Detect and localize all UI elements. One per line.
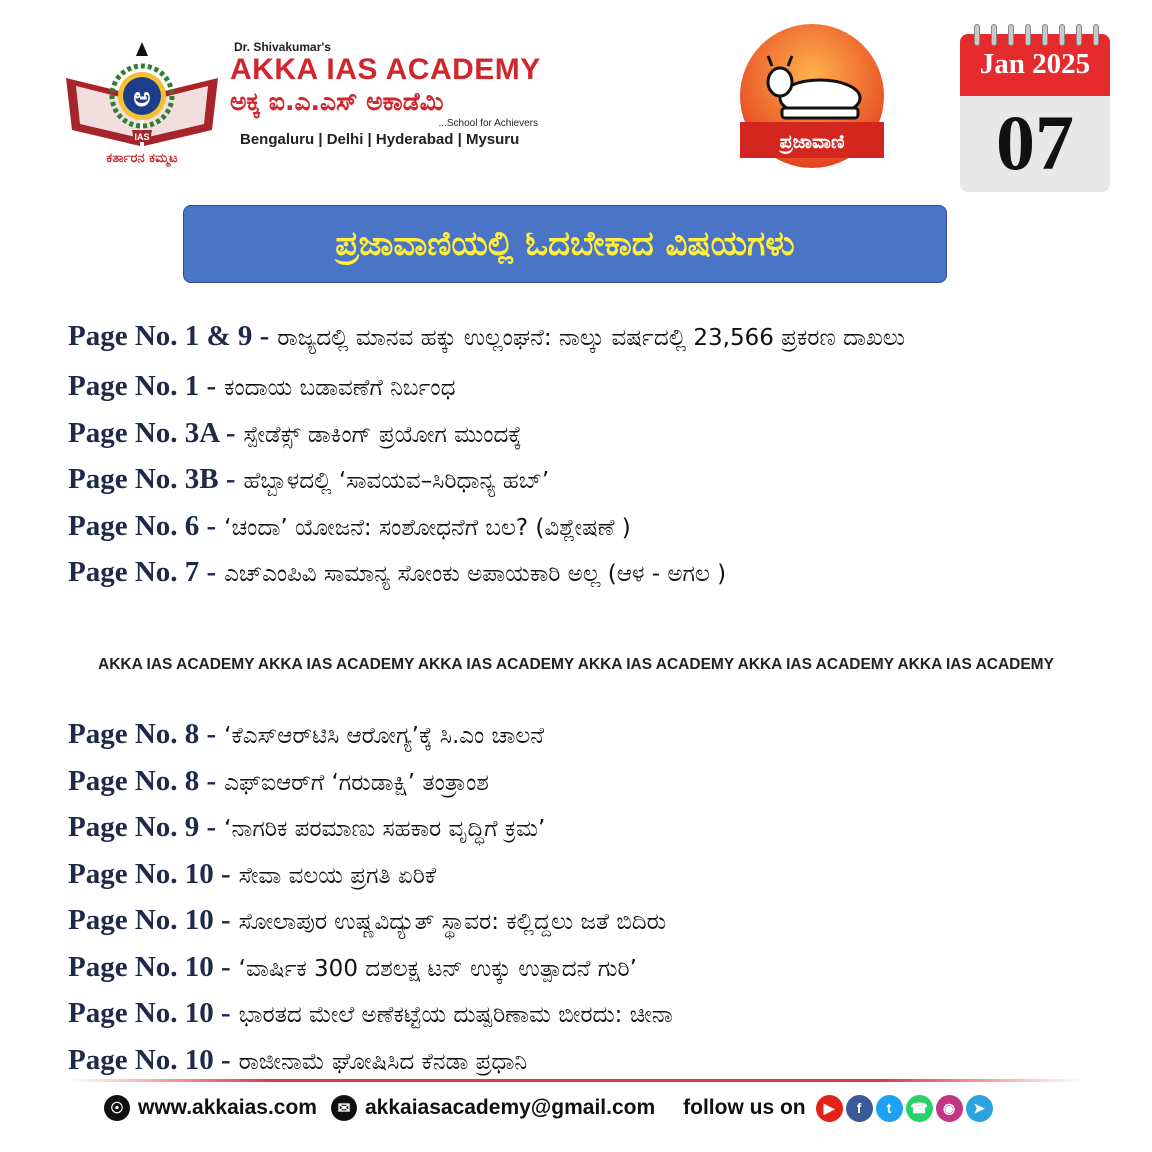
- calendar-ring-icon: [991, 24, 997, 46]
- article-item: [68, 457, 1108, 504]
- academy-brand: [230, 40, 560, 148]
- whatsapp-icon[interactable]: ☎: [906, 1095, 933, 1122]
- article-title: ಎಚ್‌ಎಂಪಿವಿ ಸಾಮಾನ್ಯ ಸೋಂಕು ಅಪಾಯಕಾರಿ ಅಲ್ಲ (ಆಳ - ಅಗಲ ): [224, 561, 727, 587]
- article-item: [68, 411, 1108, 458]
- watermark-strip: AKKA IAS ACADEMY AKKA IAS ACADEMY AKKA IAS ACADEMY AKKA IAS ACADEMY AKKA IAS ACADEMY AKKA IAS ACADEMY: [98, 656, 1054, 673]
- website-link[interactable]: www.akkaias.com: [138, 1096, 317, 1119]
- article-item: [68, 945, 1108, 992]
- facebook-icon[interactable]: f: [846, 1095, 873, 1122]
- logo-caption: ಕರ್ತಾರನ ಕಮ್ಮಟ: [106, 151, 178, 166]
- academy-logo: [62, 38, 222, 168]
- article-page: Page No. 6 -: [68, 509, 217, 542]
- calendar-month-year: Jan 2025: [979, 48, 1091, 80]
- globe-icon: ☉: [104, 1095, 130, 1121]
- calendar-ring-icon: [974, 24, 980, 46]
- article-item: [68, 550, 1108, 597]
- article-title: ‘ಚಂದಾ’ ಯೋಜನೆ: ಸಂಶೋಧನೆಗೆ ಬಲ? (ವಿಶ್ಲೇಷಣೆ ): [224, 514, 631, 541]
- article-title: ‘ಕೆಎಸ್‌ಆರ್‌ಟಿಸಿ ಆರೋಗ್ಯ’ಕ್ಕೆ ಸಿ.ಎಂ ಚಾಲನೆ: [224, 723, 544, 749]
- academy-name-kannada: ಅಕ್ಕ ಐ.ಎ.ಎಸ್ ಅಕಾಡೆಮಿ: [230, 87, 444, 116]
- article-item: [68, 805, 1108, 852]
- article-page: Page No. 9 -: [68, 811, 217, 843]
- article-title: ಸ್ಪೇಡೆಕ್ಸ್ ಡಾಕಿಂಗ್ ಪ್ರಯೋಗ ಮುಂದಕ್ಕೆ: [243, 421, 522, 448]
- article-item: [68, 991, 1108, 1038]
- article-page: Page No. 7 -: [68, 556, 217, 588]
- article-title: ರಾಜೀನಾಮೆ ಘೋಷಿಸಿದ ಕೆನಡಾ ಪ್ರಧಾನಿ: [238, 1048, 528, 1075]
- article-title: ಸೋಲಾಪುರ ಉಷ್ಣವಿದ್ಯುತ್ ಸ್ಥಾವರ: ಕಲ್ಲಿದ್ದಲು ಜತೆ ಬಿದಿರು: [238, 909, 667, 935]
- academy-name: AKKA IAS ACADEMY: [230, 53, 541, 86]
- article-page: Page No. 8 -: [68, 764, 217, 797]
- article-title: ಎಫ್‌ಐಆರ್‌ಗೆ ‘ಗರುಡಾಕ್ಷಿ’ ತಂತ್ರಾಂಶ: [224, 769, 489, 796]
- banner-title: ಪ್ರಜಾವಾಣಿಯಲ್ಲಿ ಓದಬೇಕಾದ ವಿಷಯಗಳು: [335, 224, 795, 264]
- article-item: [68, 318, 1108, 356]
- calendar-ring-icon: [1025, 24, 1031, 46]
- article-item: [68, 364, 1108, 411]
- byline: Dr. Shivakumar's: [234, 40, 331, 54]
- article-title: ಭಾರತದ ಮೇಲೆ ಅಣೆಕಟ್ಟೆಯ ದುಷ್ಪರಿಣಾಮ ಬೀರದು: ಚೀನಾ: [238, 1002, 673, 1028]
- article-page: Page No. 10 -: [68, 997, 231, 1029]
- calendar-ring-icon: [1093, 24, 1099, 46]
- article-title: ರಾಜ್ಯದಲ್ಲಿ ಮಾನವ ಹಕ್ಕು ಉಲ್ಲಂಘನೆ: ನಾಲ್ಕು ವರ್ಷದಲ್ಲಿ 23,566 ಪ್ರಕರಣ ದಾಖಲು: [277, 325, 906, 351]
- follow-label: follow us on: [683, 1096, 806, 1119]
- telegram-icon[interactable]: ➤: [966, 1095, 993, 1122]
- social-links: [816, 1095, 993, 1122]
- article-page: Page No. 3A -: [68, 416, 236, 449]
- tagline: ...School for Achievers: [438, 118, 538, 129]
- date-calendar: [960, 24, 1110, 192]
- article-page: Page No. 10 -: [68, 857, 231, 890]
- article-title: ‘ವಾರ್ಷಿಕ 300 ದಶಲಕ್ಷ ಟನ್ ಉಕ್ಕು ಉತ್ಪಾದನೆ ಗುರಿ’: [238, 955, 637, 982]
- article-page: Page No. 10 -: [68, 1043, 231, 1076]
- twitter-icon[interactable]: t: [876, 1095, 903, 1122]
- article-page: Page No. 1 & 9 -: [68, 320, 270, 352]
- article-item: [68, 759, 1108, 806]
- article-list-bottom: [68, 712, 1108, 1084]
- article-title: ಕಂದಾಯ ಬಡಾವಣೆಗೆ ನಿರ್ಬಂಧ: [224, 375, 456, 401]
- footer-divider: [68, 1079, 1084, 1082]
- article-page: Page No. 10 -: [68, 904, 231, 936]
- article-title: ‘ನಾಗರಿಕ ಪರಮಾಣು ಸಹಕಾರ ವೃದ್ಧಿಗೆ ಕ್ರಮ’: [224, 816, 546, 842]
- article-title: ಸೇವಾ ವಲಯ ಪ್ರಗತಿ ಏರಿಕೆ: [238, 862, 437, 889]
- article-item: [68, 852, 1108, 899]
- calendar-ring-icon: [1076, 24, 1082, 46]
- logo-badge-text: IAS: [134, 132, 150, 142]
- calendar-ring-icon: [1008, 24, 1014, 46]
- article-list-top: [68, 318, 1108, 597]
- newspaper-name: ಪ್ರಜಾವಾಣಿ: [779, 131, 845, 153]
- svg-text:ಅ: ಅ: [133, 83, 151, 113]
- instagram-icon[interactable]: ◉: [936, 1095, 963, 1122]
- youtube-icon[interactable]: ▶: [816, 1095, 843, 1122]
- article-item: [68, 898, 1108, 945]
- email-link[interactable]: akkaiasacademy@gmail.com: [364, 1096, 656, 1119]
- calendar-ring-icon: [1042, 24, 1048, 46]
- cities: Bengaluru | Delhi | Hyderabad | Mysuru: [240, 131, 520, 148]
- article-page: Page No. 8 -: [68, 718, 217, 750]
- mail-icon: ✉: [331, 1095, 357, 1121]
- footer: [104, 1090, 993, 1126]
- article-page: Page No. 10 -: [68, 950, 231, 983]
- article-title: ಹೆಬ್ಬಾಳದಲ್ಲಿ ‘ಸಾವಯವ–ಸಿರಿಧಾನ್ಯ ಹಬ್’: [243, 468, 550, 494]
- article-item: [68, 504, 1108, 551]
- title-banner: [183, 205, 947, 283]
- article-page: Page No. 1 -: [68, 370, 217, 402]
- article-page: Page No. 3B -: [68, 463, 236, 495]
- calendar-ring-icon: [1059, 24, 1065, 46]
- article-item: [68, 1038, 1108, 1085]
- calendar-day: 07: [996, 99, 1074, 186]
- article-item: [68, 712, 1108, 759]
- newspaper-logo: [736, 20, 888, 172]
